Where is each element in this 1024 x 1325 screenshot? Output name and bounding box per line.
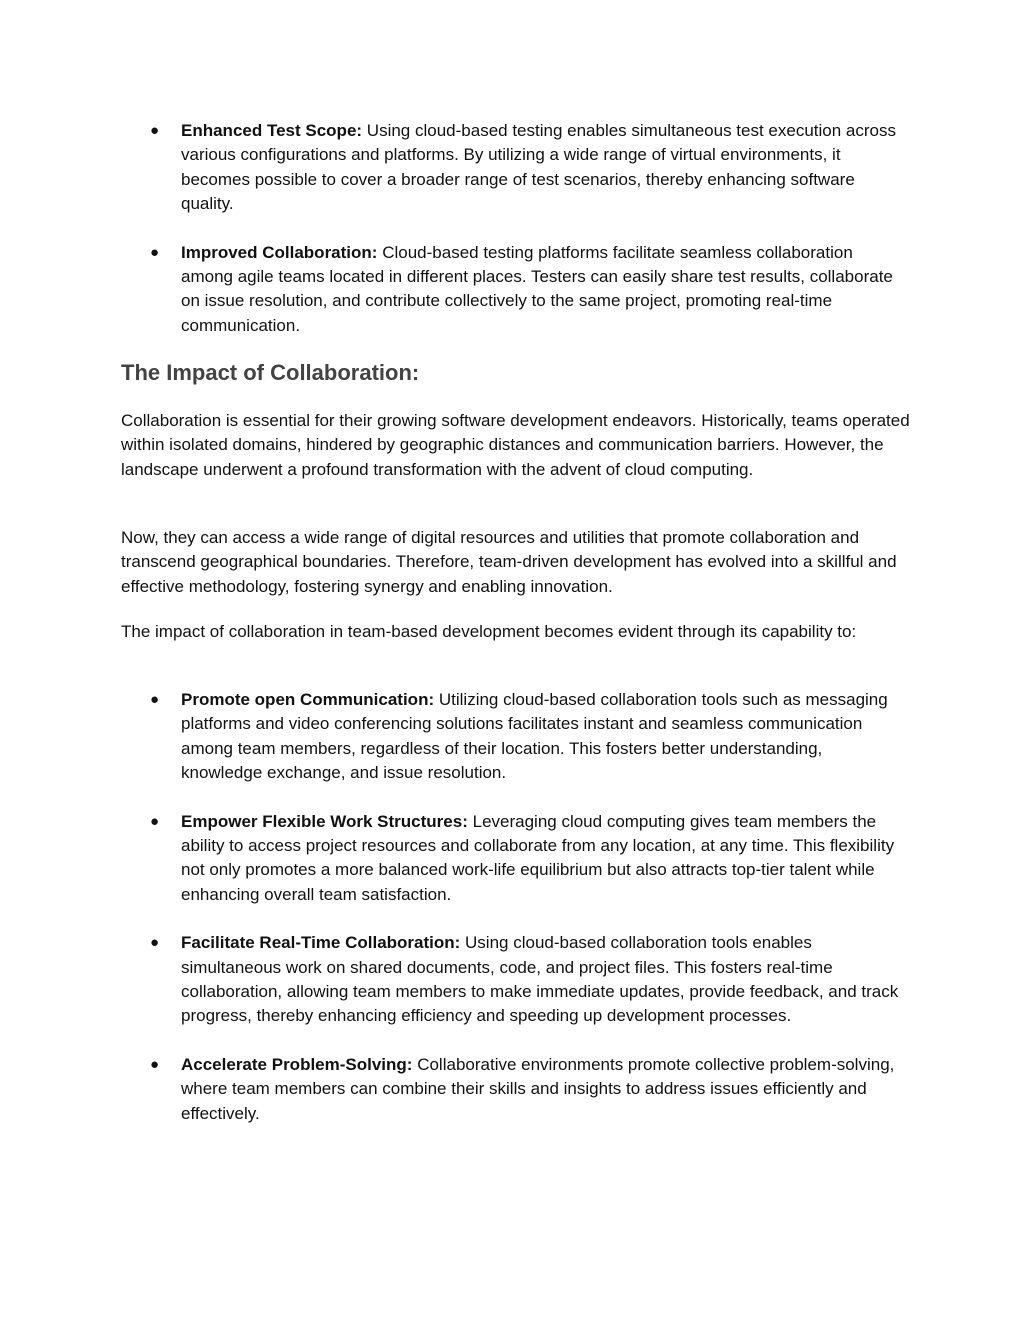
list-item-term: Accelerate Problem-Solving: [181,1054,413,1074]
bullet-icon: ● [150,812,160,830]
bullet-icon: ● [150,691,160,708]
benefits-list [0,119,1024,338]
paragraph-intro: Collaboration is essential for their growing software development endeavors. Historically, teams operated within isolated domains, hindered by geographic distances and communication barriers. However, the landscape underwent a profound transformation with the advent of cloud computing. [121,411,910,479]
list-item-promote-communication [0,688,906,786]
bullet-icon: ● [150,934,160,952]
section-heading: The Impact of Collaboration: [121,360,420,385]
list-item-term: Improved Collaboration: [181,242,378,262]
list-item-text: Cloud-based testing platforms facilitate seamless collaboration among agile teams located in different places. Testers can easily share test results, collaborate on issue resolution, and contribute collectively to the same project, promoting real-time communication. [181,242,893,335]
list-item-real-time-collaboration [0,931,906,1029]
list-item-problem-solving [0,1053,906,1126]
list-item-flexible-work [0,810,906,908]
bullet-icon: ● [150,122,160,139]
list-item-term: Empower Flexible Work Structures: [181,811,468,831]
impact-list [0,688,1024,1126]
list-item-text: Using cloud-based collaboration tools enables simultaneous work on shared documents, code, and project files. This fosters real-time collaboration, allowing team members to make immediate updates, provide feedback, and track progress, thereby enhancing efficiency and speeding up development processes. [181,933,899,1026]
list-item-term: Facilitate Real-Time Collaboration: [181,933,461,953]
list-item-text: Using cloud-based testing enables simultaneous test execution across various configurations and platforms. By utilizing a wide range of virtual environments, it becomes possible to cover a broader range of test scenarios, thereby enhancing software quality. [181,121,896,214]
list-item-term: Enhanced Test Scope: [181,121,363,140]
list-item-text: Collaborative environments promote collective problem-solving, where team members can combine their skills and insights to address issues efficiently and effectively. [181,1054,895,1123]
paragraph-resources: Now, they can access a wide range of digital resources and utilities that promote collaboration and transcend geographical boundaries. Therefore, team-driven development has evolved into a skillful and effective methodology, fostering synergy and enabling innovation. [121,528,897,596]
paragraph-capability: The impact of collaboration in team-based development becomes evident through its capability to: [121,622,857,641]
bullet-icon: ● [150,1055,160,1073]
list-item-text: Utilizing cloud-based collaboration tools such as messaging platforms and video conferencing solutions facilitates instant and seamless communication among team members, regardless of their location. This fosters better understanding, knowledge exchange, and issue resolution. [181,690,888,783]
list-item-improved-collaboration [0,241,906,339]
list-item-enhanced-test-scope [0,119,906,217]
list-item-term: Promote open Communication: [181,690,435,709]
bullet-icon: ● [150,243,160,261]
list-item-text: Leveraging cloud computing gives team members the ability to access project resources and collaborate from any location, at any time. This flexibility not only promotes a more balanced work-life equilibrium but also attracts top-tier talent while enhancing overall team satisfaction. [181,811,895,904]
